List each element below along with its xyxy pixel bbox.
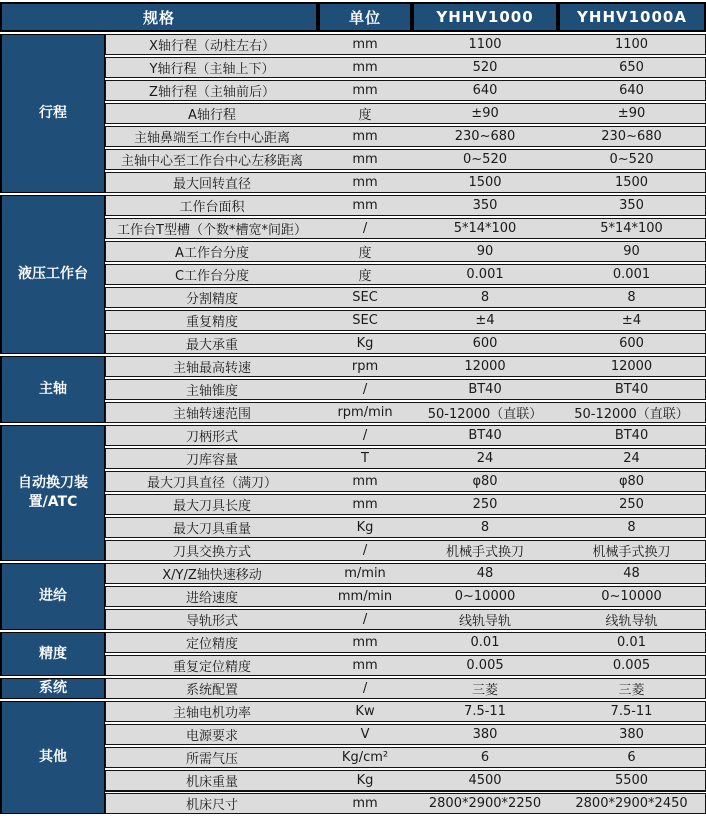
value-cell-yhhv1000a: ±4 [558,310,706,331]
table-row [0,425,706,446]
table-row [0,379,706,400]
table-row [0,103,706,124]
category-cell: 精度 [0,632,105,676]
unit-cell: mm [318,632,412,653]
unit-cell: / [318,218,412,239]
value-cell-yhhv1000: 50-12000（直联） [412,402,558,423]
table-row [0,333,706,354]
spec-name-cell: 系统配置 [105,678,318,699]
table-row [0,747,706,768]
value-cell-yhhv1000a: 230~680 [558,126,706,147]
unit-cell: V [318,724,412,745]
value-cell-yhhv1000: BT40 [412,425,558,446]
table-row [0,34,706,55]
spec-name-cell: Y轴行程（主轴上下） [105,57,318,78]
value-cell-yhhv1000: 2800*2900*2250 [412,793,558,814]
value-cell-yhhv1000: 三菱 [412,678,558,699]
unit-cell: mm [318,195,412,216]
unit-cell: mm [318,57,412,78]
value-cell-yhhv1000a: 250 [558,494,706,515]
value-cell-yhhv1000a: 8 [558,517,706,538]
unit-cell: SEC [318,310,412,331]
table-row [0,241,706,262]
value-cell-yhhv1000a: 2800*2900*2450 [558,793,706,814]
table-row [0,632,706,653]
table-row [0,57,706,78]
unit-cell: mm [318,471,412,492]
value-cell-yhhv1000a: 6 [558,747,706,768]
spec-name-cell: 机床尺寸 [105,793,318,814]
value-cell-yhhv1000: φ80 [412,471,558,492]
value-cell-yhhv1000a: 90 [558,241,706,262]
value-cell-yhhv1000a: 48 [558,563,706,584]
value-cell-yhhv1000: 0.001 [412,264,558,285]
category-cell: 主轴 [0,356,105,423]
spec-name-cell: 进给速度 [105,586,318,607]
unit-cell: mm [318,80,412,101]
value-cell-yhhv1000a: 5*14*100 [558,218,706,239]
value-cell-yhhv1000: 24 [412,448,558,469]
unit-cell: mm [318,655,412,676]
spec-name-cell: 最大承重 [105,333,318,354]
spec-name-cell: 最大刀具长度 [105,494,318,515]
value-cell-yhhv1000a: 机械手式换刀 [558,540,706,561]
category-cell: 进给 [0,563,105,630]
value-cell-yhhv1000: 5*14*100 [412,218,558,239]
table-row [0,655,706,676]
table-row [0,678,706,699]
column-header-unit: 单位 [318,2,412,32]
unit-cell: rpm [318,356,412,377]
value-cell-yhhv1000a: 三菱 [558,678,706,699]
value-cell-yhhv1000a: 0~10000 [558,586,706,607]
value-cell-yhhv1000: 12000 [412,356,558,377]
spec-name-cell: Z轴行程（主轴前后） [105,80,318,101]
category-cell: 自动换刀装置/ATC [0,425,105,561]
unit-cell: / [318,425,412,446]
table-row [0,149,706,170]
unit-cell: T [318,448,412,469]
table-row [0,471,706,492]
spec-name-cell: 工作台T型槽（个数*槽宽*间距） [105,218,318,239]
column-header-model-yhhv1000: YHHV1000 [412,2,558,32]
spec-name-cell: 定位精度 [105,632,318,653]
table-row [0,793,706,814]
table-row [0,563,706,584]
value-cell-yhhv1000: 0.01 [412,632,558,653]
table-row [0,586,706,607]
unit-cell: Kw [318,701,412,722]
unit-cell: mm [318,149,412,170]
table-row [0,448,706,469]
table-row [0,609,706,630]
value-cell-yhhv1000a: 7.5-11 [558,701,706,722]
value-cell-yhhv1000: 230~680 [412,126,558,147]
table-row [0,80,706,101]
value-cell-yhhv1000a: 0~520 [558,149,706,170]
value-cell-yhhv1000a: φ80 [558,471,706,492]
table-row [0,724,706,745]
category-cell: 系统 [0,678,105,699]
unit-cell: mm [318,793,412,814]
value-cell-yhhv1000a: 12000 [558,356,706,377]
unit-cell: mm [318,34,412,55]
spec-name-cell: A轴行程 [105,103,318,124]
table-row [0,218,706,239]
value-cell-yhhv1000: 8 [412,287,558,308]
spec-name-cell: 最大刀具直径（满刀） [105,471,318,492]
value-cell-yhhv1000: ±90 [412,103,558,124]
unit-cell: rpm/min [318,402,412,423]
value-cell-yhhv1000: 7.5-11 [412,701,558,722]
unit-cell: mm [318,126,412,147]
table-row [0,172,706,193]
value-cell-yhhv1000a: 8 [558,287,706,308]
table-row [0,402,706,423]
value-cell-yhhv1000: 350 [412,195,558,216]
value-cell-yhhv1000: ±4 [412,310,558,331]
table-row [0,701,706,722]
value-cell-yhhv1000: 520 [412,57,558,78]
value-cell-yhhv1000: 0.005 [412,655,558,676]
unit-cell: Kg [318,333,412,354]
unit-cell: Kg [318,770,412,791]
unit-cell: mm [318,172,412,193]
unit-cell: 度 [318,264,412,285]
value-cell-yhhv1000: 1100 [412,34,558,55]
spec-name-cell: 主轴锥度 [105,379,318,400]
spec-name-cell: 重复精度 [105,310,318,331]
unit-cell: / [318,540,412,561]
table-row [0,494,706,515]
spec-name-cell: C工作台分度 [105,264,318,285]
unit-cell: / [318,379,412,400]
spec-name-cell: 最大回转直径 [105,172,318,193]
unit-cell: SEC [318,287,412,308]
spec-name-cell: 主轴转速范围 [105,402,318,423]
spec-name-cell: 主轴最高转速 [105,356,318,377]
value-cell-yhhv1000a: 350 [558,195,706,216]
table-row [0,195,706,216]
spec-name-cell: 最大刀具重量 [105,517,318,538]
value-cell-yhhv1000a: 0.01 [558,632,706,653]
spec-name-cell: 导轨形式 [105,609,318,630]
table-row [0,264,706,285]
value-cell-yhhv1000a: 640 [558,80,706,101]
value-cell-yhhv1000: 640 [412,80,558,101]
column-header-spec: 规格 [0,2,318,32]
value-cell-yhhv1000: 线轨导轨 [412,609,558,630]
unit-cell: / [318,609,412,630]
spec-name-cell: 主轴鼻端至工作台中心距离 [105,126,318,147]
value-cell-yhhv1000: 380 [412,724,558,745]
spec-name-cell: 重复定位精度 [105,655,318,676]
table-row [0,356,706,377]
table-row [0,540,706,561]
value-cell-yhhv1000a: 1500 [558,172,706,193]
spec-name-cell: X/Y/Z轴快速移动 [105,563,318,584]
table-row [0,770,706,791]
value-cell-yhhv1000a: 1100 [558,34,706,55]
category-cell: 行程 [0,34,105,193]
spec-name-cell: 分割精度 [105,287,318,308]
spec-name-cell: 工作台面积 [105,195,318,216]
spec-name-cell: 刀库容量 [105,448,318,469]
unit-cell: m/min [318,563,412,584]
value-cell-yhhv1000a: 650 [558,57,706,78]
table-row [0,517,706,538]
spec-name-cell: 电源要求 [105,724,318,745]
value-cell-yhhv1000a: BT40 [558,379,706,400]
table-row [0,287,706,308]
value-cell-yhhv1000: 6 [412,747,558,768]
value-cell-yhhv1000: 0~10000 [412,586,558,607]
spec-name-cell: 刀具交换方式 [105,540,318,561]
value-cell-yhhv1000: 0~520 [412,149,558,170]
value-cell-yhhv1000: 600 [412,333,558,354]
value-cell-yhhv1000a: 600 [558,333,706,354]
table-row [0,310,706,331]
unit-cell: Kg [318,517,412,538]
spec-name-cell: 所需气压 [105,747,318,768]
value-cell-yhhv1000a: BT40 [558,425,706,446]
value-cell-yhhv1000: 机械手式换刀 [412,540,558,561]
value-cell-yhhv1000: 4500 [412,770,558,791]
value-cell-yhhv1000a: 线轨导轨 [558,609,706,630]
spec-name-cell: A工作台分度 [105,241,318,262]
spec-name-cell: 主轴电机功率 [105,701,318,722]
value-cell-yhhv1000: 250 [412,494,558,515]
table-row [0,126,706,147]
spec-name-cell: 机床重量 [105,770,318,791]
value-cell-yhhv1000a: 24 [558,448,706,469]
value-cell-yhhv1000a: 380 [558,724,706,745]
unit-cell: 度 [318,241,412,262]
column-header-model-yhhv1000a: YHHV1000A [558,2,706,32]
unit-cell: / [318,678,412,699]
value-cell-yhhv1000a: 0.001 [558,264,706,285]
unit-cell: Kg/cm² [318,747,412,768]
value-cell-yhhv1000a: 5500 [558,770,706,791]
unit-cell: mm [318,494,412,515]
unit-cell: mm/min [318,586,412,607]
category-cell: 其他 [0,701,105,814]
category-cell: 液压工作台 [0,195,105,354]
value-cell-yhhv1000: 8 [412,517,558,538]
unit-cell: 度 [318,103,412,124]
value-cell-yhhv1000a: 0.005 [558,655,706,676]
value-cell-yhhv1000: BT40 [412,379,558,400]
value-cell-yhhv1000: 90 [412,241,558,262]
spec-name-cell: 主轴中心至工作台中心左移距离 [105,149,318,170]
header-row [0,2,706,32]
value-cell-yhhv1000a: 50-12000（直联） [558,402,706,423]
value-cell-yhhv1000a: ±90 [558,103,706,124]
spec-name-cell: 刀柄形式 [105,425,318,446]
value-cell-yhhv1000: 1500 [412,172,558,193]
value-cell-yhhv1000: 48 [412,563,558,584]
spec-name-cell: X轴行程（动柱左右） [105,34,318,55]
